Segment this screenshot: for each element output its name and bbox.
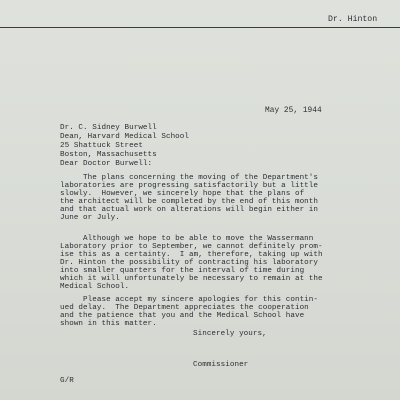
paragraph-line: slowly. However, we sincerely hope that the plans of bbox=[60, 190, 305, 198]
paragraph-line: which it will unfortunately be necessary to remain at the bbox=[60, 275, 323, 283]
paragraph-line: shown in this matter. bbox=[60, 320, 157, 328]
paragraph-line: Although we hope to be able to move the Wassermann bbox=[60, 235, 314, 243]
paragraph-line: the architect will be completed by the end of this month bbox=[60, 198, 318, 206]
paragraph-line: and that actual work on alterations will begin either in bbox=[60, 206, 318, 214]
paragraph-line: laboratories are progressing satisfactorily but a little bbox=[60, 182, 318, 190]
paragraph-line: ued delay. The Department appreciates the cooperation bbox=[60, 304, 309, 312]
typist-initials: G/R bbox=[60, 377, 74, 385]
paragraph-line: ise this as a certainty. I am, therefore, taking up with bbox=[60, 251, 323, 259]
address-line: Dean, Harvard Medical School bbox=[60, 133, 189, 141]
address-line: Dr. C. Sidney Burwell bbox=[60, 124, 157, 132]
recipient-label: Dr. Hinton bbox=[328, 15, 378, 24]
signature-title: Commissioner bbox=[193, 361, 249, 369]
header-rule bbox=[0, 27, 400, 28]
salutation: Dear Doctor Burwell: bbox=[60, 160, 153, 168]
paragraph-line: Please accept my sincere apologies for this contin- bbox=[60, 296, 318, 304]
address-line: Boston, Massachusetts bbox=[60, 151, 157, 159]
closing: Sincerely yours, bbox=[193, 330, 267, 338]
paragraph-line: June or July. bbox=[60, 214, 120, 222]
letter-date: May 25, 1944 bbox=[265, 107, 322, 115]
paragraph-line: Laboratory prior to September, we cannot definitely prom- bbox=[60, 243, 323, 251]
paragraph-line: Medical School. bbox=[60, 283, 130, 291]
paragraph-line: into smaller quarters for the interval of time during bbox=[60, 267, 305, 275]
address-line: 25 Shattuck Street bbox=[60, 142, 143, 150]
paragraph-line: The plans concerning the moving of the Department's bbox=[60, 174, 318, 182]
paragraph-line: and the patience that you and the Medical School have bbox=[60, 312, 305, 320]
paragraph-line: Dr. Hinton the possibility of contracting his laboratory bbox=[60, 259, 318, 267]
